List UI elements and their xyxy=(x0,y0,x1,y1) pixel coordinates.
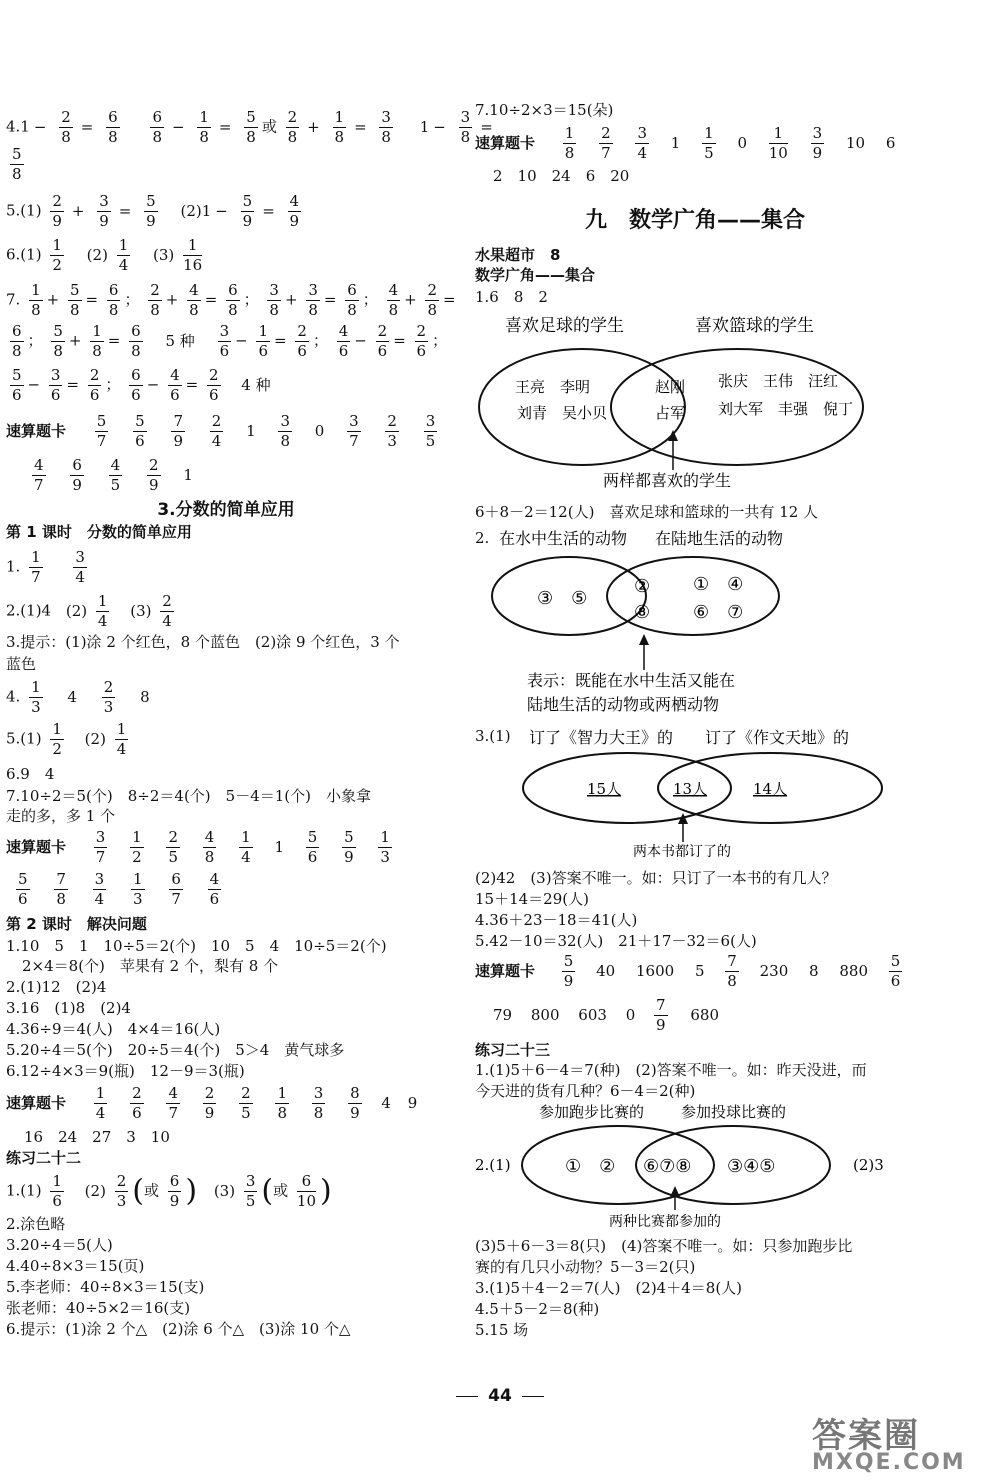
venn1-right-title: 喜欢篮球的学生 xyxy=(695,316,814,336)
venn1-left-a: 王亮 李明 xyxy=(515,378,591,396)
answer-4-cont: $\frac{5}{8}$ xyxy=(12,145,22,183)
venn1-mid-a: 赵刚 xyxy=(655,378,686,396)
venn1-note: 两样都喜欢的学生 xyxy=(603,471,732,490)
l2-answer-4: 4.36÷9＝4(人) 4×4＝16(人) xyxy=(6,1020,221,1038)
speed-card-1: 速算题卡 $\frac{5}{7}$ $\frac{5}{6}$ $\frac{7}{9}$ $\frac{2}{4}$ 1 $\frac{3}{8}$ 0 $\frac{3}{7}$ $\frac{2}{3}$ $\frac{3}{5}$ xyxy=(6,412,436,450)
l2-answer-2: 2.(1)12 (2)4 xyxy=(6,978,107,996)
l2-answer-5: 5.20÷4＝5(个) 20÷5＝4(个) 5＞4 黄气球多 xyxy=(6,1041,345,1059)
watermark-logo xyxy=(812,1408,992,1478)
l1-answer-1: 1. $\frac{1}{7}$ $\frac{3}{4}$ xyxy=(6,548,85,586)
venn4-mid: ⑥⑦⑧ xyxy=(643,1156,692,1177)
venn-diagram-competitions xyxy=(475,1100,915,1232)
venn4-right-title: 参加投球比赛的 xyxy=(681,1103,787,1121)
e22-answer-5-cont: 张老师：40÷5×2＝16(支) xyxy=(6,1299,191,1317)
venn2-left: ③ ⑤ xyxy=(537,588,588,609)
venn2-arrow-icon xyxy=(639,634,649,645)
venn-diagram-animals xyxy=(475,526,875,718)
venn2-note-a: 表示：既能在水中生活又能在 xyxy=(527,671,736,690)
answer-7-line1: 7. $\frac{1}{8}$ + $\frac{5}{8}$ = $\frac{6}{8}$ ； $\frac{2}{8}$ + $\frac{4}{8}$ = $\frac{6}{8}$ ； $\frac{3}{8}$ + $\frac{3}{8}$ = $\frac{6}{8}$ ； $\frac{4}{8}$ + $\frac{2}{8}$ = xyxy=(6,281,456,319)
venn3-mid: 13人 xyxy=(673,780,708,798)
l2-answer-3: 3.16 (1)8 (2)4 xyxy=(6,999,131,1017)
l1-answer-2: 2.(1)4 (2) $\frac{1}{4}$ (3) $\frac{2}{4}$ xyxy=(6,592,172,630)
e22-answer-6: 6.提示：(1)涂 2 个△ (2)涂 6 个△ (3)涂 10 个△ xyxy=(6,1320,351,1338)
answer-3-2: (2)42 (3)答案不唯一。如：只订了一本书的有几人？ xyxy=(475,869,837,887)
venn2-note-b: 陆地生活的动物或两栖动物 xyxy=(527,695,720,714)
l2-answer-1: 1.10 5 1 10÷5＝2(个) 10 5 4 10÷5＝2(个) xyxy=(6,937,387,955)
l1-answer-5: 5.(1) $\frac{1}{2}$ (2) $\frac{1}{4}$ xyxy=(6,720,127,758)
speed-card-2-row2: $\frac{5}{6}$ $\frac{7}{8}$ $\frac{3}{4}$ $\frac{1}{3}$ $\frac{6}{7}$ $\frac{4}{6}$ xyxy=(18,870,220,908)
venn3-right-title: 订了《作文天地》的 xyxy=(705,728,850,747)
e23-answer-2-3-cont: 赛的有几只小动物？5－3＝2(只) xyxy=(475,1258,696,1276)
e22-answer-5: 5.李老师：40÷8×3＝15(支) xyxy=(6,1278,205,1296)
speed-card-3: 速算题卡 $\frac{1}{4}$ $\frac{2}{6}$ $\frac{4}{7}$ $\frac{2}{9}$ $\frac{2}{5}$ $\frac{1}{8}$ $\frac{3}{8}$ $\frac{8}{9}$ 4 9 xyxy=(6,1084,418,1122)
speed-card-2: 速算题卡 $\frac{3}{7}$ $\frac{1}{2}$ $\frac{2}{5}$ $\frac{4}{8}$ $\frac{1}{4}$ 1 $\frac{5}{6}$ $\frac{5}{9}$ $\frac{1}{3}$ xyxy=(6,828,390,866)
l1-answer-6: 6.9 4 xyxy=(6,765,55,783)
e23-answer-5: 5.15 场 xyxy=(475,1321,529,1339)
e23-answer-1: 1.(1)5＋6－4＝7(种) (2)答案不唯一。如：昨天没进，而 xyxy=(475,1061,867,1079)
venn2-right-a: ① ④ xyxy=(693,574,744,595)
venn-diagram-magazines xyxy=(515,724,895,864)
speed-card-3-row2: 16 24 27 3 10 xyxy=(24,1128,170,1146)
e23-answer-1-cont: 今天进的货有几种？6－4＝2(种) xyxy=(475,1082,696,1100)
venn2-mid-a: ② xyxy=(634,576,651,597)
venn-diagram-football-basketball xyxy=(475,310,875,494)
venn2-right-b: ⑥ ⑦ xyxy=(693,602,744,623)
answer-6: 6.(1) $\frac{1}{2}$ (2) $\frac{1}{4}$ (3) $\frac{1}{16}$ xyxy=(6,236,203,274)
watermark-brand: 答案圈 xyxy=(812,1416,920,1456)
answer-5: 5.(1) $\frac{2}{9}$ + $\frac{3}{9}$ = $\frac{5}{9}$ (2)1 − $\frac{5}{9}$ = $\frac{4}{9}$ xyxy=(6,192,300,230)
venn1-left-title: 喜欢足球的学生 xyxy=(505,316,624,336)
speed-card-5: 速算题卡 $\frac{5}{9}$ 40 1600 5 $\frac{7}{8}$ 230 8 880 $\frac{5}{6}$ xyxy=(475,952,901,990)
venn4-prefix: 2.(1) xyxy=(475,1156,511,1174)
e22-answer-3: 3.20÷4＝5(人) xyxy=(6,1236,113,1254)
e22-answer-1: 1.(1) $\frac{1}{6}$ (2) $\frac{2}{3}$ (或 $\frac{6}{9}$ ) (3) $\frac{3}{5}$ (或 $\frac{6}{10}$ ) xyxy=(6,1172,332,1210)
answer-1-calc: 6＋8－2＝12(人) 喜欢足球和篮球的一共有 12 人 xyxy=(475,503,819,521)
answer-4: 4.36＋23－18＝41(人) xyxy=(475,911,638,929)
venn4-left: ① ② xyxy=(565,1156,616,1177)
answer-r7: 7.10÷2×3＝15(朵) xyxy=(475,101,614,119)
venn3-note: 两本书都订了的 xyxy=(633,844,731,860)
venn1-mid-b: 占军 xyxy=(655,404,686,422)
venn1-right-b: 刘大军 丰强 倪丁 xyxy=(718,400,854,418)
speed-card-5-row2: 79 800 603 0 $\frac{7}{9}$ 680 xyxy=(493,996,720,1034)
section-3-title: 3.分数的简单应用 xyxy=(157,500,295,520)
answer-5: 5.42－10＝32(人) 21＋17－32＝6(人) xyxy=(475,932,757,950)
lesson-1-title: 第 1 课时 分数的简单应用 xyxy=(6,523,192,541)
l1-answer-7: 7.10÷2＝5(个) 8÷2＝4(个) 5－4＝1(个) 小象拿 xyxy=(6,787,371,805)
venn2-mid-b: ⑧ xyxy=(634,602,651,623)
venn3-left: 15人 xyxy=(587,780,622,798)
e22-answer-2: 2.涂色略 xyxy=(6,1215,66,1233)
answer-7-line3: $\frac{5}{6}$ − $\frac{3}{6}$ = $\frac{2}{6}$ ； $\frac{6}{6}$ − $\frac{4}{6}$ = $\frac{2}{6}$ 4 种 xyxy=(12,366,271,404)
watermark-site: MXQE.COM xyxy=(812,1450,966,1475)
e23-answer-4: 4.5＋5－2＝8(种) xyxy=(475,1300,600,1318)
exercise-22-title: 练习二十二 xyxy=(6,1149,82,1167)
exercise-23-title: 练习二十三 xyxy=(475,1041,551,1059)
speed-card-1-row2: $\frac{4}{7}$ $\frac{6}{9}$ $\frac{4}{5}$ $\frac{2}{9}$ 1 xyxy=(34,456,193,494)
venn2-right-title: 在陆地生活的动物 xyxy=(655,529,784,548)
answer-3-calc: 15＋14＝29(人) xyxy=(475,890,589,908)
e23-answer-3: 3.(1)5＋4－2＝7(人) (2)4＋4＝8(人) xyxy=(475,1279,743,1297)
chapter-title: 九 数学广角——集合 xyxy=(584,208,805,233)
lesson-2-title: 第 2 课时 解决问题 xyxy=(6,915,147,933)
venn4-note: 两种比赛都参加的 xyxy=(609,1214,721,1230)
venn4-left-title: 参加跑步比赛的 xyxy=(539,1103,645,1121)
venn3-right: 14人 xyxy=(753,780,788,798)
answer-3-label: 3.(1) xyxy=(475,727,511,745)
answer-1: 1.6 8 2 xyxy=(475,288,548,306)
answer-2-label: 2. xyxy=(475,529,490,547)
l1-answer-4: 4. $\frac{1}{3}$ 4 $\frac{2}{3}$ 8 xyxy=(6,678,150,716)
venn2-left-title: 在水中生活的动物 xyxy=(499,529,628,548)
speed-card-4: 速算题卡 $\frac{1}{8}$ $\frac{2}{7}$ $\frac{3}{4}$ 1 $\frac{1}{5}$ 0 $\frac{1}{10}$ $\frac{3}{9}$ 10 6 xyxy=(475,124,896,162)
page-number: 44 xyxy=(420,1386,580,1406)
answer-4: 4.1 − $\frac{2}{8}$ = $\frac{6}{8}$ $\frac{6}{8}$ − $\frac{1}{8}$ = $\frac{5}{8}$ 或 $\frac{2}{8}$ + $\frac{1}{8}$ = $\frac{3}{8}$ 1 − $\frac{3}{8}$ = xyxy=(6,108,493,146)
answer-7-line2: $\frac{6}{8}$ ； $\frac{5}{8}$ + $\frac{1}{8}$ = $\frac{6}{8}$ 5 种 $\frac{3}{6}$ − $\frac{1}{6}$ = $\frac{2}{6}$ ； $\frac{4}{6}$ − $\frac{2}{6}$ = $\frac{2}{6}$ ； xyxy=(12,322,448,360)
venn4-suffix: (2)3 xyxy=(853,1156,884,1174)
venn4-right: ③④⑤ xyxy=(727,1156,776,1177)
speed-card-4-row2: 2 10 24 6 20 xyxy=(493,167,630,185)
l2-answer-1-cont: 2×4＝8(个) 苹果有 2 个，梨有 8 个 xyxy=(22,957,279,975)
venn1-right-a: 张庆 王伟 汪红 xyxy=(718,372,839,390)
l1-answer-3-cont: 蓝色 xyxy=(6,655,37,673)
l2-answer-6: 6.12÷4×3＝9(瓶) 12－9＝3(瓶) xyxy=(6,1062,245,1080)
venn4-arrow-icon xyxy=(670,1186,680,1197)
section-subtitle: 数学广角——集合 xyxy=(475,266,596,284)
e22-answer-4: 4.40÷8×3＝15(页) xyxy=(6,1257,145,1275)
venn3-left-title: 订了《智力大王》的 xyxy=(529,728,674,747)
l1-answer-7-cont: 走的多，多 1 个 xyxy=(6,807,116,825)
e23-answer-2-3: (3)5＋6－3＝8(只) (4)答案不唯一。如：只参加跑步比 xyxy=(475,1237,853,1255)
l1-answer-3: 3.提示：(1)涂 2 个红色，8 个蓝色 (2)涂 9 个红色，3 个 xyxy=(6,633,400,651)
fruit-market: 水果超市 8 xyxy=(475,246,561,264)
venn1-left-b: 刘青 吴小贝 xyxy=(517,404,608,422)
